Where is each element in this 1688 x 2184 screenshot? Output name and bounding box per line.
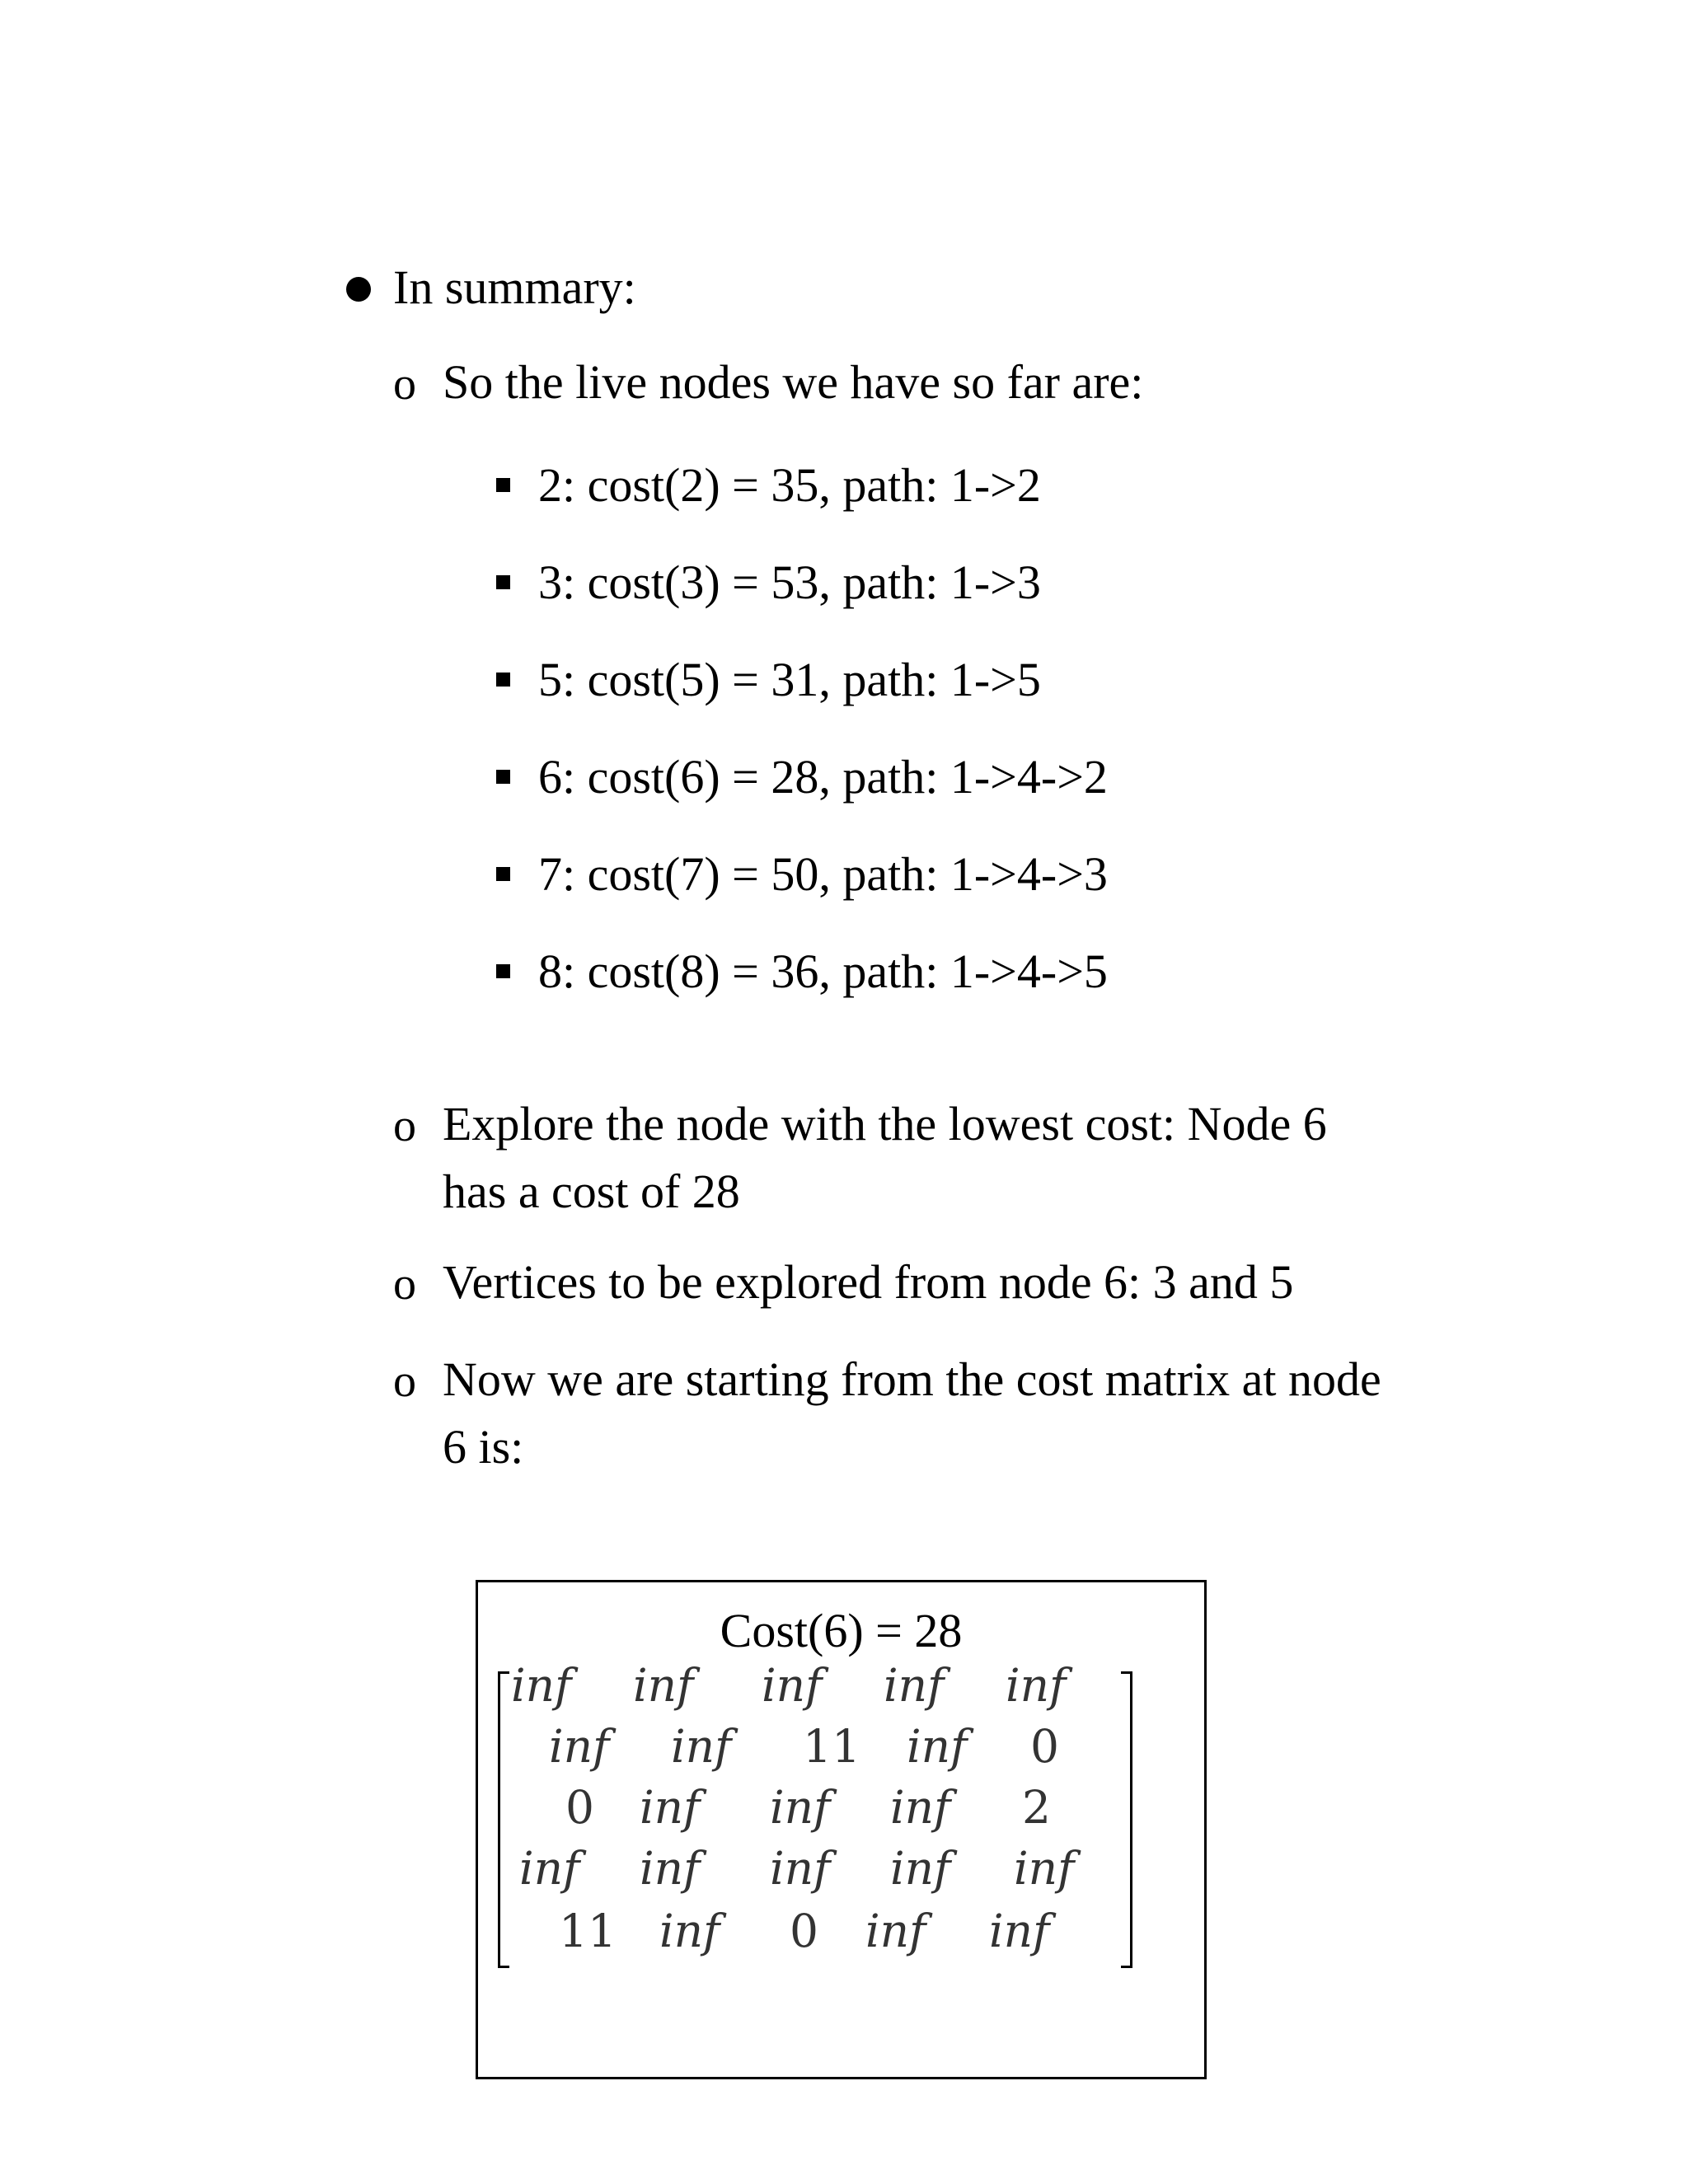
live-node-item: 7: cost(7) = 50, path: 1->4->3	[538, 847, 1108, 901]
bullet-square	[496, 770, 510, 784]
bullet-circle: o	[393, 1356, 416, 1407]
matrix-cell: inf	[511, 1659, 572, 1712]
matrix-cell: 2	[1022, 1781, 1051, 1834]
explore-text-line1: Explore the node with the lowest cost: Node 6	[443, 1097, 1327, 1151]
matrix-cell: inf	[770, 1781, 831, 1834]
matrix-cell: inf	[1014, 1842, 1075, 1895]
cost-matrix-figure	[476, 1580, 1207, 2079]
live-node-item: 6: cost(6) = 28, path: 1->4->2	[538, 750, 1108, 804]
matrix-cell: inf	[633, 1659, 694, 1712]
matrix-cell: inf	[519, 1842, 580, 1895]
matrix-cell: inf	[659, 1905, 720, 1957]
bullet-square	[496, 964, 510, 978]
matrix-cell: 0	[790, 1905, 818, 1957]
bullet-circle: o	[393, 1258, 416, 1310]
matrix-cell: inf	[884, 1659, 945, 1712]
matrix-intro-line2: 6 is:	[443, 1420, 524, 1474]
matrix-left-bracket	[498, 1671, 509, 1968]
matrix-cell: 0	[1030, 1720, 1059, 1773]
matrix-cell: inf	[865, 1905, 926, 1957]
matrix-cell: inf	[1006, 1659, 1067, 1712]
matrix-cell: inf	[770, 1842, 831, 1895]
matrix-cell: 0	[565, 1781, 594, 1834]
matrix-cell: inf	[671, 1720, 732, 1773]
summary-heading: In summary:	[393, 260, 636, 314]
matrix-cell: inf	[640, 1842, 701, 1895]
matrix-cell: inf	[890, 1781, 951, 1834]
bullet-circle: o	[393, 1100, 416, 1151]
bullet-dot	[346, 277, 371, 302]
live-nodes-intro: So the live nodes we have so far are:	[443, 355, 1144, 409]
matrix-cell: inf	[890, 1842, 951, 1895]
matrix-intro-line1: Now we are starting from the cost matrix at node	[443, 1352, 1381, 1406]
live-node-item: 5: cost(5) = 31, path: 1->5	[538, 653, 1041, 706]
matrix-title: Cost(6) = 28	[720, 1604, 963, 1657]
explore-text-line2: has a cost of 28	[443, 1165, 740, 1218]
matrix-cell: inf	[762, 1659, 823, 1712]
matrix-cell: inf	[549, 1720, 610, 1773]
matrix-cell: inf	[907, 1720, 968, 1773]
live-node-item: 2: cost(2) = 35, path: 1->2	[538, 458, 1041, 512]
bullet-square	[496, 867, 510, 881]
bullet-square	[496, 673, 510, 687]
live-node-item: 8: cost(8) = 36, path: 1->4->5	[538, 944, 1108, 998]
matrix-cell: inf	[640, 1781, 701, 1834]
matrix-cell: inf	[989, 1905, 1050, 1957]
bullet-circle: o	[393, 359, 416, 410]
matrix-right-bracket	[1121, 1671, 1132, 1968]
bullet-square	[496, 478, 510, 492]
bullet-square	[496, 575, 510, 589]
matrix-cell: 11	[803, 1720, 860, 1773]
matrix-cell: 11	[559, 1905, 617, 1957]
live-node-item: 3: cost(3) = 53, path: 1->3	[538, 555, 1041, 609]
vertices-text: Vertices to be explored from node 6: 3 and 5	[443, 1255, 1294, 1309]
